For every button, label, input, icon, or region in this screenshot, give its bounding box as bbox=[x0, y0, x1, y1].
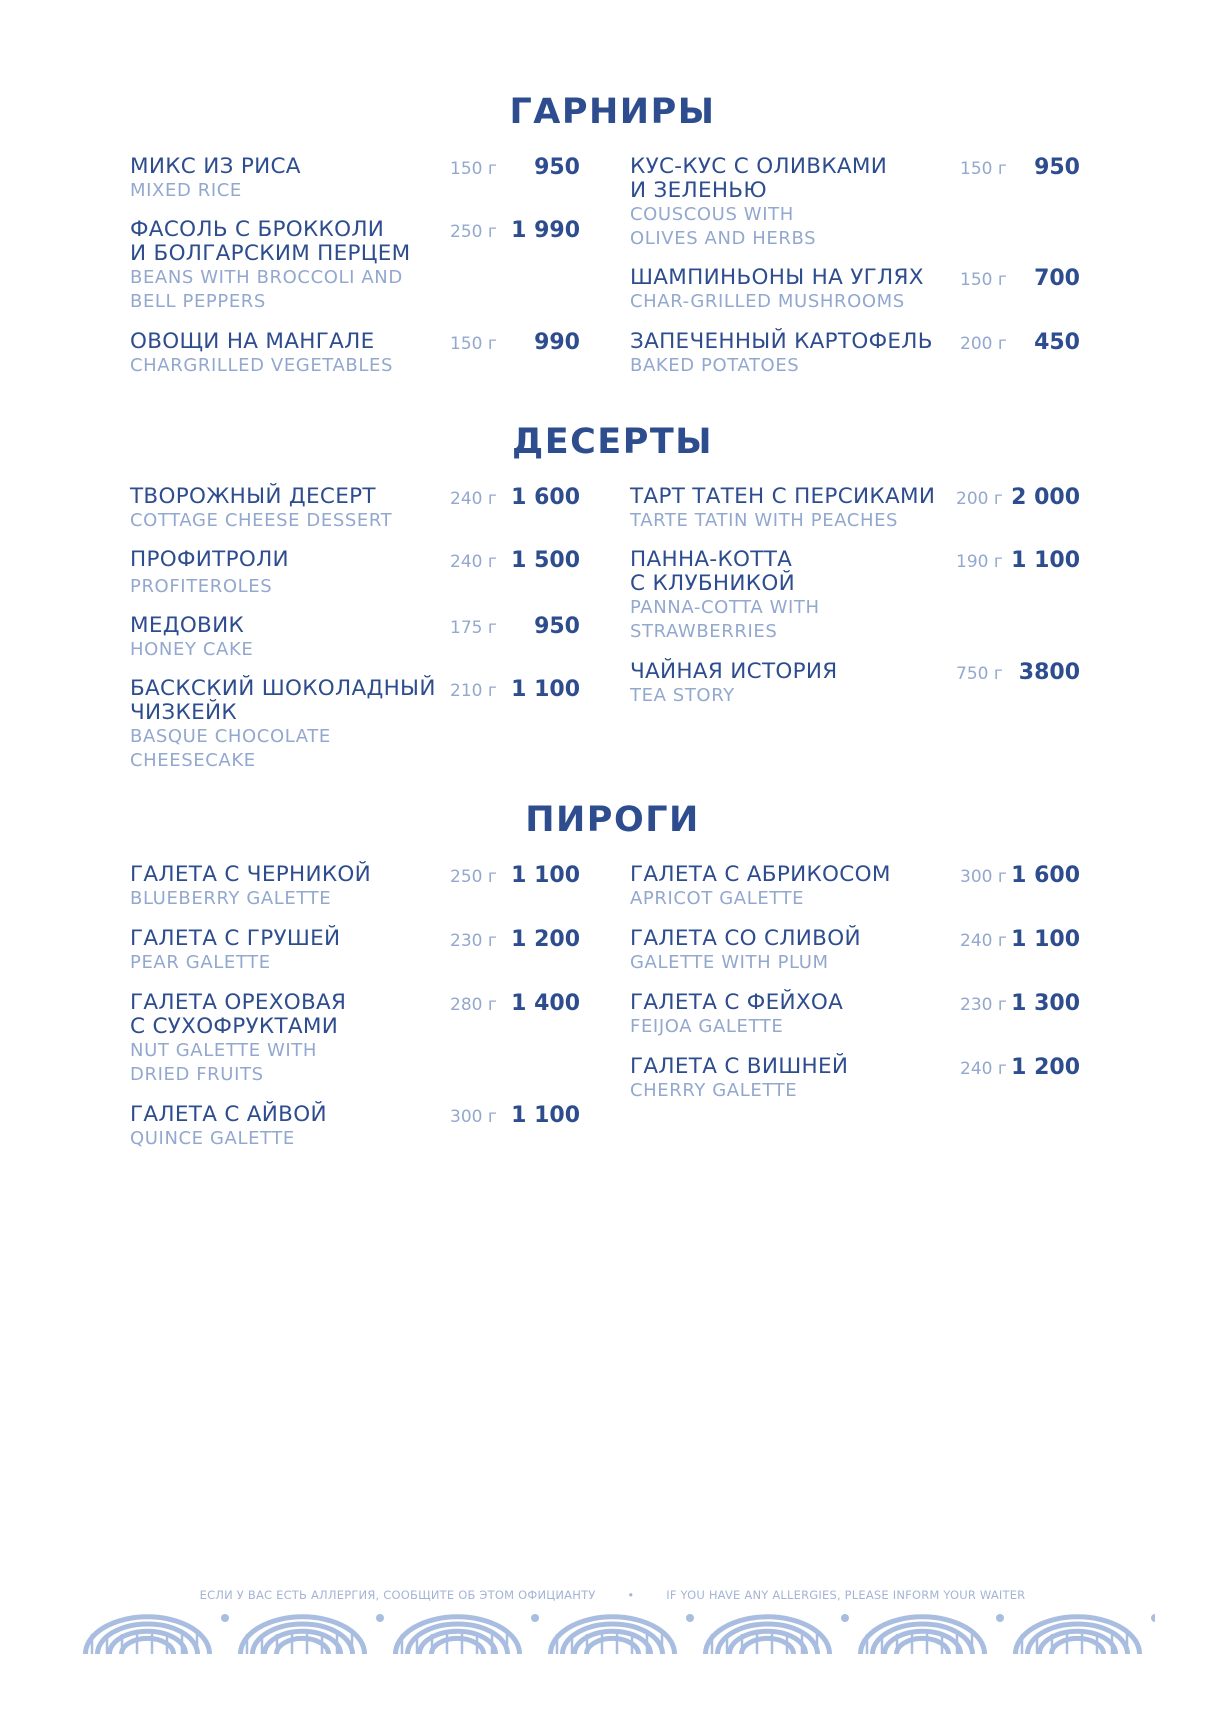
item-weight: 750 г bbox=[956, 664, 1003, 684]
item-price: 1 100 bbox=[511, 677, 580, 702]
item-name: МЕДОВИК bbox=[130, 613, 245, 638]
item-weight: 150 г bbox=[960, 270, 1007, 290]
item-name: ШАМПИНЬОНЫ НА УГЛЯХ bbox=[630, 265, 924, 290]
wave-motif bbox=[706, 1614, 850, 1654]
item-price: 1 100 bbox=[511, 863, 580, 888]
wave-motif bbox=[861, 1614, 1005, 1654]
item-name-en: BLUEBERRY GALETTE bbox=[130, 888, 332, 909]
menu-item bbox=[130, 614, 580, 662]
item-weight: 240 г bbox=[450, 552, 497, 572]
item-name: МИКС ИЗ РИСА bbox=[130, 154, 301, 179]
separator-dot: • bbox=[627, 1588, 635, 1602]
item-price: 1 400 bbox=[511, 991, 580, 1016]
item-name: ФАСОЛЬ С БРОККОЛИ И БОЛГАРСКИМ ПЕРЦЕМ bbox=[130, 217, 411, 266]
menu-item bbox=[630, 927, 1080, 975]
item-price: 1 200 bbox=[511, 927, 580, 952]
wave-ornament-border bbox=[70, 1612, 1155, 1654]
item-weight: 300 г bbox=[450, 1107, 497, 1127]
item-weight: 150 г bbox=[450, 159, 497, 179]
menu-item bbox=[630, 155, 1080, 251]
item-name-en: MIXED RICE bbox=[130, 180, 242, 201]
item-name: ГАЛЕТА С АБРИКОСОМ bbox=[630, 862, 891, 887]
item-name-en: PEAR GALETTE bbox=[130, 952, 271, 973]
menu-item bbox=[130, 218, 580, 314]
item-name: ТАРТ ТАТЕН С ПЕРСИКАМИ bbox=[630, 484, 936, 509]
menu-item bbox=[130, 548, 580, 599]
item-weight: 240 г bbox=[960, 1059, 1007, 1079]
menu-item bbox=[130, 1103, 580, 1151]
item-weight: 230 г bbox=[450, 931, 497, 951]
item-name-en: HONEY CAKE bbox=[130, 639, 254, 660]
menu-item bbox=[630, 548, 1080, 644]
item-name: ГАЛЕТА С ФЕЙХОА bbox=[630, 990, 844, 1015]
item-weight: 240 г bbox=[960, 931, 1007, 951]
wave-motif bbox=[551, 1614, 695, 1654]
menu-item bbox=[630, 863, 1080, 911]
menu-item bbox=[630, 991, 1080, 1039]
menu-item bbox=[630, 266, 1080, 314]
item-name-en: APRICOT GALETTE bbox=[630, 888, 805, 909]
item-weight: 190 г bbox=[956, 552, 1003, 572]
item-weight: 150 г bbox=[450, 334, 497, 354]
item-name-en: COUSCOUS WITH OLIVES AND HERBS bbox=[630, 204, 817, 249]
item-price: 1 600 bbox=[511, 485, 580, 510]
item-name-en: BASQUE CHOCOLATE CHEESECAKE bbox=[130, 726, 331, 771]
item-price: 1 200 bbox=[1011, 1055, 1080, 1080]
menu-item bbox=[630, 485, 1080, 533]
menu-item bbox=[130, 330, 580, 378]
item-price: 1 100 bbox=[1011, 548, 1080, 573]
item-weight: 230 г bbox=[960, 995, 1007, 1015]
item-price: 1 100 bbox=[1011, 927, 1080, 952]
item-weight: 175 г bbox=[450, 618, 497, 638]
item-weight: 300 г bbox=[960, 867, 1007, 887]
menu-item bbox=[130, 485, 580, 533]
item-name: ГАЛЕТА С ЧЕРНИКОЙ bbox=[130, 862, 372, 887]
menu-item bbox=[630, 1055, 1080, 1103]
item-name-en: QUINCE GALETTE bbox=[130, 1128, 295, 1149]
item-weight: 200 г bbox=[960, 334, 1007, 354]
item-name: ГАЛЕТА СО СЛИВОЙ bbox=[630, 926, 861, 951]
item-name: ПРОФИТРОЛИ bbox=[130, 547, 289, 572]
item-price: 1 300 bbox=[1011, 991, 1080, 1016]
item-price: 950 bbox=[534, 155, 580, 180]
item-name-en: COTTAGE CHEESE DESSERT bbox=[130, 510, 393, 531]
wave-motif bbox=[1016, 1614, 1156, 1654]
item-weight: 210 г bbox=[450, 681, 497, 701]
item-price: 950 bbox=[1034, 155, 1080, 180]
menu-item bbox=[130, 927, 580, 975]
item-weight: 200 г bbox=[956, 489, 1003, 509]
section-title-desserts: ДЕСЕРТЫ bbox=[512, 422, 713, 462]
item-name: ГАЛЕТА С ГРУШЕЙ bbox=[130, 926, 341, 951]
allergy-notice-en: IF YOU HAVE ANY ALLERGIES, PLEASE INFORM YOUR WAITER bbox=[666, 1588, 1026, 1602]
item-price: 3800 bbox=[1018, 660, 1080, 685]
wave-motif bbox=[86, 1614, 230, 1654]
menu-item bbox=[130, 677, 580, 773]
item-weight: 240 г bbox=[450, 489, 497, 509]
menu-item bbox=[630, 660, 1080, 708]
menu-item bbox=[630, 330, 1080, 378]
item-price: 1 990 bbox=[511, 218, 580, 243]
section-title-pies: ПИРОГИ bbox=[525, 800, 700, 840]
section-title-garnishes: ГАРНИРЫ bbox=[509, 92, 716, 132]
item-weight: 250 г bbox=[450, 867, 497, 887]
item-price: 450 bbox=[1034, 330, 1080, 355]
item-price: 950 bbox=[534, 614, 580, 639]
menu-item bbox=[130, 991, 580, 1087]
item-name-en: TEA STORY bbox=[630, 685, 735, 706]
item-name: ЧАЙНАЯ ИСТОРИЯ bbox=[630, 659, 838, 684]
item-name: ГАЛЕТА ОРЕХОВАЯ С СУХОФРУКТАМИ bbox=[130, 990, 347, 1039]
item-name-en: GALETTE WITH PLUM bbox=[630, 952, 829, 973]
wave-motif bbox=[396, 1614, 540, 1654]
item-name-en: NUT GALETTE WITH DRIED FRUITS bbox=[130, 1040, 318, 1085]
item-name: ОВОЩИ НА МАНГАЛЕ bbox=[130, 329, 375, 354]
item-weight: 280 г bbox=[450, 995, 497, 1015]
item-name: ГАЛЕТА С ВИШНЕЙ bbox=[630, 1054, 849, 1079]
allergy-notice-ru: ЕСЛИ У ВАС ЕСТЬ АЛЛЕРГИЯ, СООБЩИТЕ ОБ ЭТОМ ОФИЦИАНТУ bbox=[199, 1588, 596, 1602]
item-name: ЗАПЕЧЕННЫЙ КАРТОФЕЛЬ bbox=[630, 329, 933, 354]
menu-item bbox=[130, 863, 580, 911]
item-name: ГАЛЕТА С АЙВОЙ bbox=[130, 1102, 327, 1127]
item-price: 700 bbox=[1034, 266, 1080, 291]
item-price: 1 600 bbox=[1011, 863, 1080, 888]
item-name-en: BEANS WITH BROCCOLI AND BELL PEPPERS bbox=[130, 267, 403, 312]
menu-item bbox=[130, 155, 580, 203]
item-name: ПАННА-КОТТА С КЛУБНИКОЙ bbox=[630, 547, 795, 596]
item-price: 2 000 bbox=[1011, 485, 1080, 510]
item-name-en: PANNA-COTTA WITH STRAWBERRIES bbox=[630, 597, 820, 642]
item-name-en: FEIJOA GALETTE bbox=[630, 1016, 784, 1037]
item-name-en: CHERRY GALETTE bbox=[630, 1080, 798, 1101]
item-name-en: CHAR-GRILLED MUSHROOMS bbox=[630, 291, 905, 312]
item-price: 1 100 bbox=[511, 1103, 580, 1128]
item-price: 990 bbox=[534, 330, 580, 355]
item-name: КУС-КУС С ОЛИВКАМИ И ЗЕЛЕНЬЮ bbox=[630, 154, 888, 203]
item-name-en: TARTE TATIN WITH PEACHES bbox=[630, 510, 899, 531]
item-price: 1 500 bbox=[511, 548, 580, 573]
allergy-notice bbox=[0, 1588, 1225, 1602]
wave-motif bbox=[241, 1614, 385, 1654]
item-name: БАСКСКИЙ ШОКОЛАДНЫЙ ЧИЗКЕЙК bbox=[130, 676, 436, 725]
item-weight: 250 г bbox=[450, 222, 497, 242]
item-name: ТВОРОЖНЫЙ ДЕСЕРТ bbox=[130, 484, 376, 509]
item-weight: 150 г bbox=[960, 159, 1007, 179]
item-name-en: PROFITEROLES bbox=[130, 576, 273, 597]
item-name-en: BAKED POTATOES bbox=[630, 355, 800, 376]
item-name-en: CHARGRILLED VEGETABLES bbox=[130, 355, 393, 376]
